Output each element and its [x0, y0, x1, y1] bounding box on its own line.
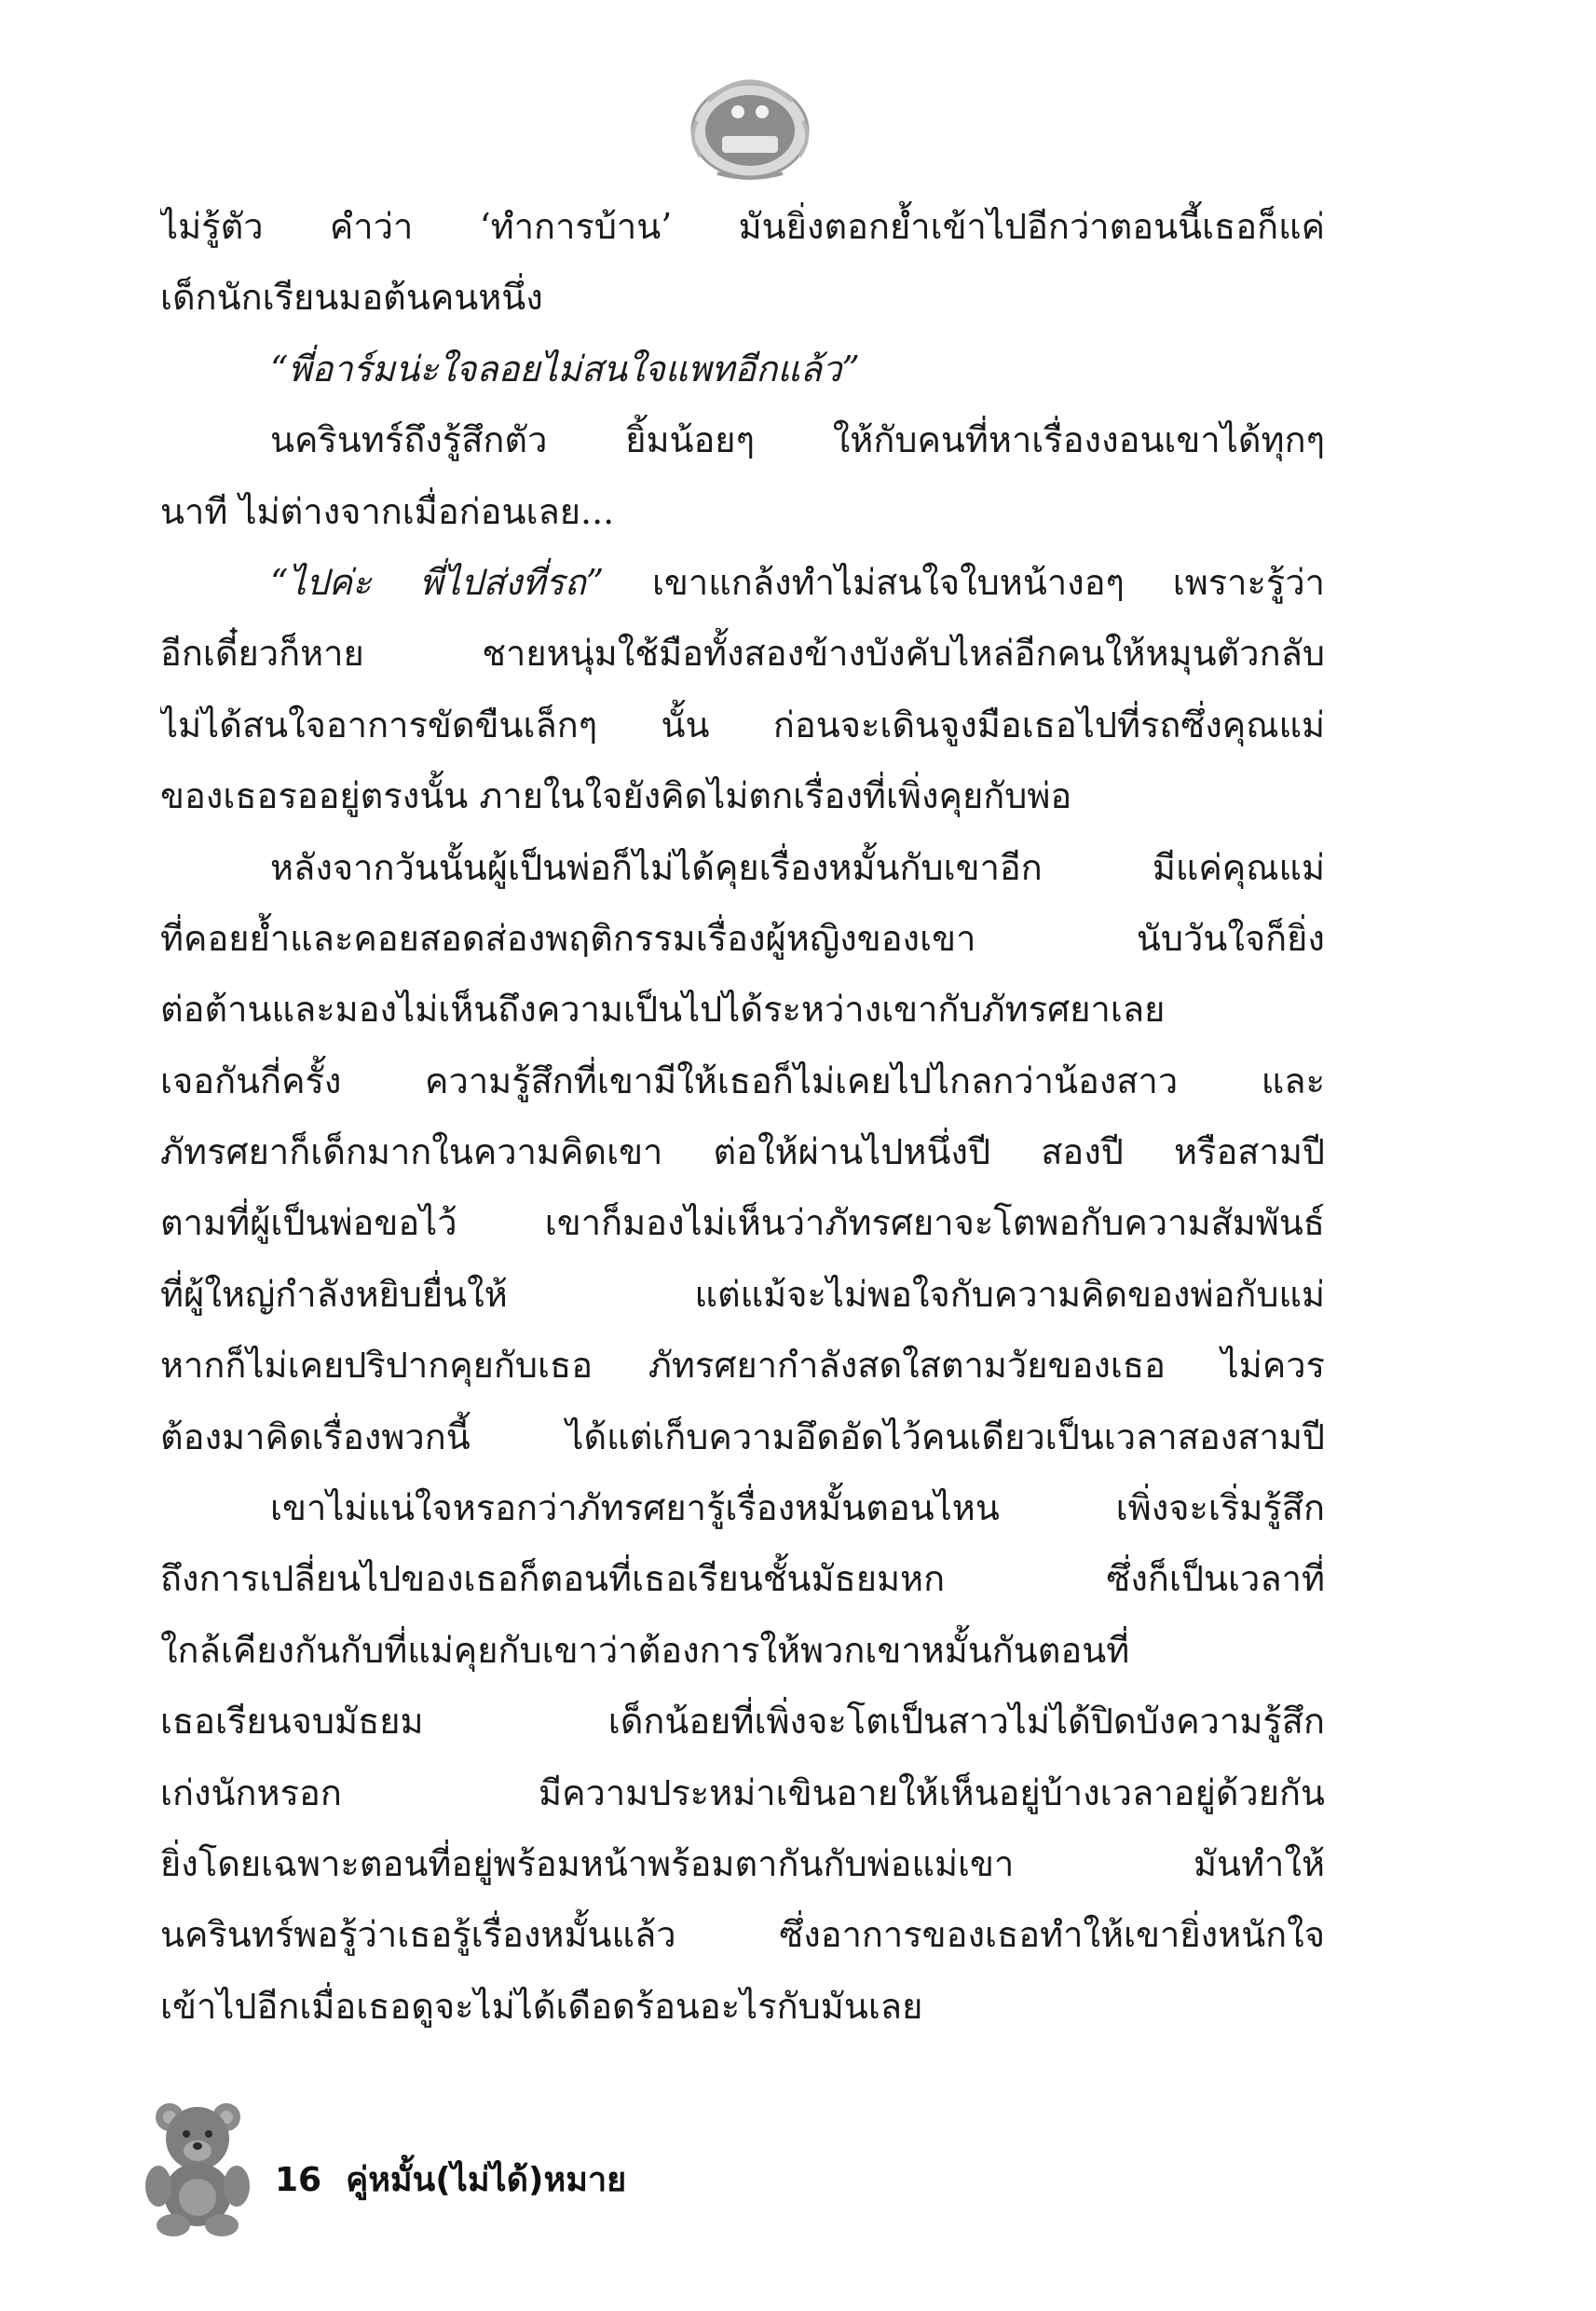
text-line: ของเธอรออยู่ตรงนั้น ภายในใจยังคิดไม่ตกเรื่องที่เพิ่งคุยกับพ่อ: [160, 775, 1072, 817]
text-line: ที่คอยย้ำและคอยสอดส่องพฤติกรรมเรื่องผู้หญิงของเขา นับวันใจก็ยิ่ง: [160, 917, 1325, 959]
text-line: ยิ่งโดยเฉพาะตอนที่อยู่พร้อมหน้าพร้อมตากันกับพ่อแม่เขา มันทำให้: [160, 1842, 1325, 1884]
text-line: นครินทร์ถึงรู้สึกตัว ยิ้มน้อยๆ ให้กับคนที่หาเรื่องงอนเขาได้ทุกๆ: [270, 419, 1325, 461]
dialogue-line: “พี่อาร์มน่ะใจลอยไม่สนใจแพทอีกแล้ว”: [270, 348, 860, 390]
text-line: [160, 547, 1325, 618]
page-body: [160, 191, 1325, 2042]
text-line: นาที ไม่ต่างจากเมื่อก่อนเลย...: [160, 490, 615, 532]
text-line: เข้าไปอีกเมื่อเธอดูจะไม่ได้เดือดร้อนอะไรกับมันเลย: [160, 1985, 923, 2027]
text-line: ต่อต้านและมองไม่เห็นถึงความเป็นไปได้ระหว่างเขากับภัทรศยาเลย: [160, 989, 1166, 1031]
text-line: ถึงการเปลี่ยนไปของเธอก็ตอนที่เธอเรียนชั้นมัธยมหก ซึ่งก็เป็นเวลาที่: [160, 1558, 1325, 1600]
teddy-bear-icon: [140, 2097, 256, 2236]
text-line: หากก็ไม่เคยปริปากคุยกับเธอ ภัทรศยากำลังสดใสตามวัยของเธอ ไม่ควร: [160, 1345, 1325, 1387]
text-line: เจอกันกี่ครั้ง ความรู้สึกที่เขามีให้เธอก็ไม่เคยไปไกลกว่าน้องสาว และ: [160, 1060, 1325, 1101]
text-line: ใกล้เคียงกันกับที่แม่คุยกับเขาว่าต้องการให้พวกเขาหมั้นกันตอนที่: [160, 1629, 1130, 1671]
text-line: ไม่รู้ตัว คำว่า ‘ทำการบ้าน’ มันยิ่งตอกย้ำเข้าไปอีกว่าตอนนี้เธอก็แค่: [160, 206, 1325, 247]
text-line: ต้องมาคิดเรื่องพวกนี้ ได้แต่เก็บความอึดอัดไว้คนเดียวเป็นเวลาสองสามปี: [160, 1415, 1325, 1457]
text-line: ที่ผู้ใหญ่กำลังหยิบยื่นให้ แต่แม้จะไม่พอใจกับความคิดของพ่อกับแม่: [160, 1273, 1325, 1315]
dialogue-quote: “ไปค่ะ พี่ไปส่งที่รถ”: [270, 561, 605, 603]
publisher-crest-icon: [680, 63, 820, 185]
text-line: เขาไม่แน่ใจหรอกว่าภัทรศยารู้เรื่องหมั้นตอนไหน เพิ่งจะเริ่มรู้สึก: [270, 1487, 1325, 1529]
text-line: ไม่ได้สนใจอาการขัดขืนเล็กๆ นั้น ก่อนจะเดินจูงมือเธอไปที่รถซึ่งคุณแม่: [160, 704, 1325, 745]
text-line: อีกเดี๋ยวก็หาย ชายหนุ่มใช้มือทั้งสองข้างบังคับไหล่อีกคนให้หมุนตัวกลับ: [160, 633, 1325, 675]
narration-text: เขาแกล้งทำไม่สนใจใบหน้างอๆ เพราะรู้ว่า: [604, 561, 1325, 603]
text-line: หลังจากวันนั้นผู้เป็นพ่อก็ไม่ได้คุยเรื่องหมั้นกับเขาอีก มีแค่คุณแม่: [270, 846, 1325, 888]
page-footer: [140, 2097, 792, 2236]
footer-caption: [275, 2153, 626, 2206]
text-line: เด็กนักเรียนมอต้นคนหนึ่ง: [160, 277, 543, 319]
book-title: คู่หมั้น(ไม่ได้)หมาย: [346, 2161, 627, 2199]
text-line: เธอเรียนจบมัธยม เด็กน้อยที่เพิ่งจะโตเป็นสาวไม่ได้ปิดบังความรู้สึก: [160, 1701, 1325, 1743]
text-line: เก่งนักหรอก มีความประหม่าเขินอายให้เห็นอยู่บ้างเวลาอยู่ด้วยกัน: [160, 1771, 1325, 1813]
page-number: 16: [275, 2161, 322, 2199]
text-line: ตามที่ผู้เป็นพ่อขอไว้ เขาก็มองไม่เห็นว่าภัทรศยาจะโตพอกับความสัมพันธ์: [160, 1202, 1325, 1244]
text-line: นครินทร์พอรู้ว่าเธอรู้เรื่องหมั้นแล้ว ซึ่งอาการของเธอทำให้เขายิ่งหนักใจ: [160, 1914, 1325, 1956]
text-line: ภัทรศยาก็เด็กมากในความคิดเขา ต่อให้ผ่านไปหนึ่งปี สองปี หรือสามปี: [160, 1131, 1325, 1173]
